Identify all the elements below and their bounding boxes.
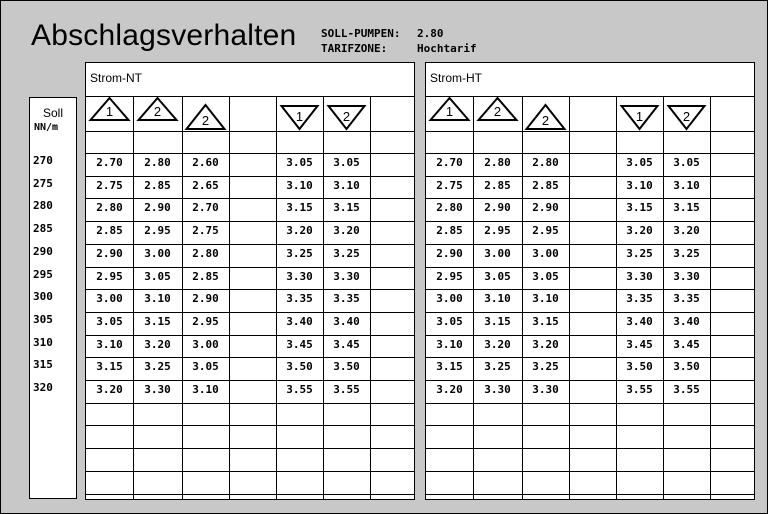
- triangle-down-2-icon: [329, 106, 365, 129]
- table-cell: 3.05: [484, 269, 511, 283]
- table-cell: 3.10: [192, 383, 219, 396]
- table-cell: 3.00: [436, 292, 463, 306]
- table-cell: 3.20: [673, 224, 700, 238]
- table-cell: 2.85: [144, 178, 171, 192]
- table-cell: 3.05: [673, 156, 700, 169]
- table-cell: 2.70: [192, 201, 219, 215]
- table-cell: 3.45: [673, 337, 700, 351]
- row-label: 275: [33, 176, 53, 190]
- table-cell: 2.75: [96, 178, 123, 192]
- triangle-down-1-icon: [282, 106, 318, 129]
- row-label: 285: [33, 222, 53, 236]
- row-label: 290: [33, 244, 53, 258]
- table-cell: 3.05: [436, 314, 463, 328]
- triangle-up-1-icon: [91, 98, 129, 120]
- table-cell: 3.35: [673, 292, 700, 306]
- table-cell: 3.25: [333, 246, 360, 260]
- table-cell: 3.05: [192, 360, 219, 374]
- table-cell: 2.90: [144, 201, 171, 215]
- table-cell: 3.05: [286, 156, 313, 169]
- triangle-up-2-icon: [139, 98, 177, 120]
- table-cell: 3.40: [333, 314, 360, 328]
- table-cell: 3.00: [144, 246, 171, 260]
- table-cell: 3.50: [626, 360, 653, 374]
- table-cell: 3.10: [673, 178, 700, 192]
- table-cell: 3.40: [286, 314, 313, 328]
- table-cell: 3.30: [286, 269, 313, 283]
- row-label: 300: [33, 290, 53, 304]
- icon-label: 2: [342, 109, 351, 124]
- triangle-up-2-icon: [479, 98, 517, 120]
- table-cell: 2.90: [96, 246, 123, 260]
- table-cell: 3.30: [532, 383, 559, 396]
- table-cell: 3.15: [144, 314, 171, 328]
- table-cell: 3.20: [532, 337, 559, 351]
- table-cell: 3.40: [626, 314, 653, 328]
- table-cell: 2.85: [532, 178, 559, 192]
- table-cell: 2.90: [484, 201, 511, 215]
- table-cell: 2.95: [96, 269, 123, 283]
- table-cell: 3.25: [144, 360, 171, 374]
- table-cell: 3.05: [144, 269, 171, 283]
- table-cell: 2.65: [192, 178, 219, 192]
- table-cell: 2.95: [144, 224, 171, 238]
- row-label: 280: [33, 199, 53, 213]
- row-label: 295: [33, 267, 53, 281]
- row-label: 315: [33, 358, 53, 372]
- table-cell: 3.20: [286, 224, 313, 238]
- table-cell: 2.85: [192, 269, 219, 283]
- triangle-down-2-icon: [669, 106, 705, 129]
- table-cell: 3.05: [96, 314, 123, 328]
- icon-label: 1: [295, 109, 304, 124]
- table-cell: 2.90: [532, 201, 559, 215]
- table-cell: 2.95: [192, 314, 219, 328]
- table-cell: 3.20: [96, 383, 123, 396]
- table-cell: 3.50: [286, 360, 313, 374]
- table-cell: 3.30: [626, 269, 653, 283]
- table-cell: 3.20: [484, 337, 511, 351]
- soll-unit: NN/m: [34, 122, 59, 133]
- table-cell: 3.15: [436, 360, 463, 374]
- table-cell: 2.80: [532, 156, 559, 169]
- table-cell: 2.95: [436, 269, 463, 283]
- panel-strom-ht: [425, 62, 755, 500]
- table-cell: 3.30: [484, 383, 511, 396]
- table-cell: 3.05: [532, 269, 559, 283]
- table-cell: 3.10: [144, 292, 171, 306]
- table-cell: 3.00: [96, 292, 123, 306]
- table-cell: 3.35: [286, 292, 313, 306]
- table-cell: 3.15: [484, 314, 511, 328]
- row-label: 310: [33, 335, 53, 349]
- table-cell: 3.10: [532, 292, 559, 306]
- icon-label: 2: [493, 104, 502, 119]
- table-cell: 3.30: [673, 269, 700, 283]
- table-cell: 3.10: [333, 178, 360, 192]
- table-cell: 2.80: [436, 201, 463, 215]
- triangle-up-1-icon: [431, 98, 469, 120]
- icon-label: 2: [682, 109, 691, 124]
- tarifzone-label: TARIFZONE:: [321, 42, 388, 55]
- icon-label: 1: [105, 104, 114, 119]
- row-label: 305: [33, 312, 53, 326]
- table-cell: 2.60: [192, 156, 219, 169]
- icon-label: 2: [153, 104, 162, 119]
- icon-label: 2: [201, 113, 210, 128]
- table-cell: 3.05: [626, 156, 653, 169]
- table-cell: 2.70: [436, 156, 463, 169]
- table-cell: 3.05: [333, 156, 360, 169]
- table-cell: 3.25: [673, 246, 700, 260]
- table-cell: 3.10: [626, 178, 653, 192]
- table-cell: 3.35: [333, 292, 360, 306]
- page-title: Abschlagsverhalten: [31, 19, 297, 52]
- table-cell: 3.20: [436, 383, 463, 396]
- table-cell: 3.15: [96, 360, 123, 374]
- table-cell: 2.75: [436, 178, 463, 192]
- table-cell: 3.30: [333, 269, 360, 283]
- table-cell: 3.10: [96, 337, 123, 351]
- table-cell: 3.15: [532, 314, 559, 328]
- table-cell: 3.15: [286, 201, 313, 215]
- table-cell: 3.50: [673, 360, 700, 374]
- table-cell: 2.80: [484, 156, 511, 169]
- table-cell: 3.20: [626, 224, 653, 238]
- table-cell: 3.35: [626, 292, 653, 306]
- soll-pumpen-value: 2.80: [417, 27, 444, 40]
- table-cell: 3.55: [286, 383, 313, 396]
- table-cell: 3.20: [333, 224, 360, 238]
- table-cell: 2.95: [484, 224, 511, 238]
- tarifzone-value: Hochtarif: [417, 42, 477, 55]
- table-cell: 3.15: [673, 201, 700, 215]
- table-cell: 3.25: [532, 360, 559, 374]
- triangle-up-2-icon: [527, 105, 565, 129]
- table-cell: 2.80: [96, 201, 123, 215]
- table-cell: 3.25: [286, 246, 313, 260]
- table-cell: 3.40: [673, 314, 700, 328]
- table-cell: 3.45: [333, 337, 360, 351]
- table-cell: 2.85: [436, 224, 463, 238]
- table-cell: 3.20: [144, 337, 171, 351]
- table-cell: 2.95: [532, 224, 559, 238]
- table-cell: 3.55: [626, 383, 653, 396]
- soll-pumpen-label: SOLL-PUMPEN:: [321, 27, 401, 40]
- table-cell: 2.70: [96, 156, 123, 169]
- table-cell: 3.55: [673, 383, 700, 396]
- table-cell: 3.15: [333, 201, 360, 215]
- table-cell: 2.75: [192, 224, 219, 238]
- table-cell: 3.30: [144, 383, 171, 396]
- table-cell: 2.90: [192, 292, 219, 306]
- table-cell: 3.00: [192, 337, 219, 351]
- table-cell: 3.10: [484, 292, 511, 306]
- panel-strom-nt: [85, 62, 415, 500]
- table-cell: 2.85: [96, 224, 123, 238]
- table-cell: 3.00: [532, 246, 559, 260]
- table-cell: 2.90: [436, 246, 463, 260]
- table-cell: 3.50: [333, 360, 360, 374]
- table-cell: 3.00: [484, 246, 511, 260]
- table-cell: 3.55: [333, 383, 360, 396]
- table-cell: 3.15: [626, 201, 653, 215]
- icon-label: 1: [635, 109, 644, 124]
- triangle-up-2-icon: [187, 105, 225, 129]
- panel-title-strom-nt: Strom-NT: [90, 71, 142, 85]
- table-cell: 3.45: [626, 337, 653, 351]
- table-cell: 2.80: [192, 246, 219, 260]
- row-label: 320: [33, 381, 53, 394]
- table-cell: 2.80: [144, 156, 171, 169]
- table-cell: 2.85: [484, 178, 511, 192]
- panel-title-strom-ht: Strom-HT: [430, 71, 482, 85]
- icon-label: 1: [445, 104, 454, 119]
- table-cell: 3.25: [626, 246, 653, 260]
- table-cell: 3.25: [484, 360, 511, 374]
- soll-header: Soll: [42, 106, 63, 120]
- table-cell: 3.45: [286, 337, 313, 351]
- table-cell: 3.10: [286, 178, 313, 192]
- icon-label: 2: [541, 113, 550, 128]
- row-label: 270: [33, 154, 53, 167]
- table-cell: 3.10: [436, 337, 463, 351]
- triangle-down-1-icon: [622, 106, 658, 129]
